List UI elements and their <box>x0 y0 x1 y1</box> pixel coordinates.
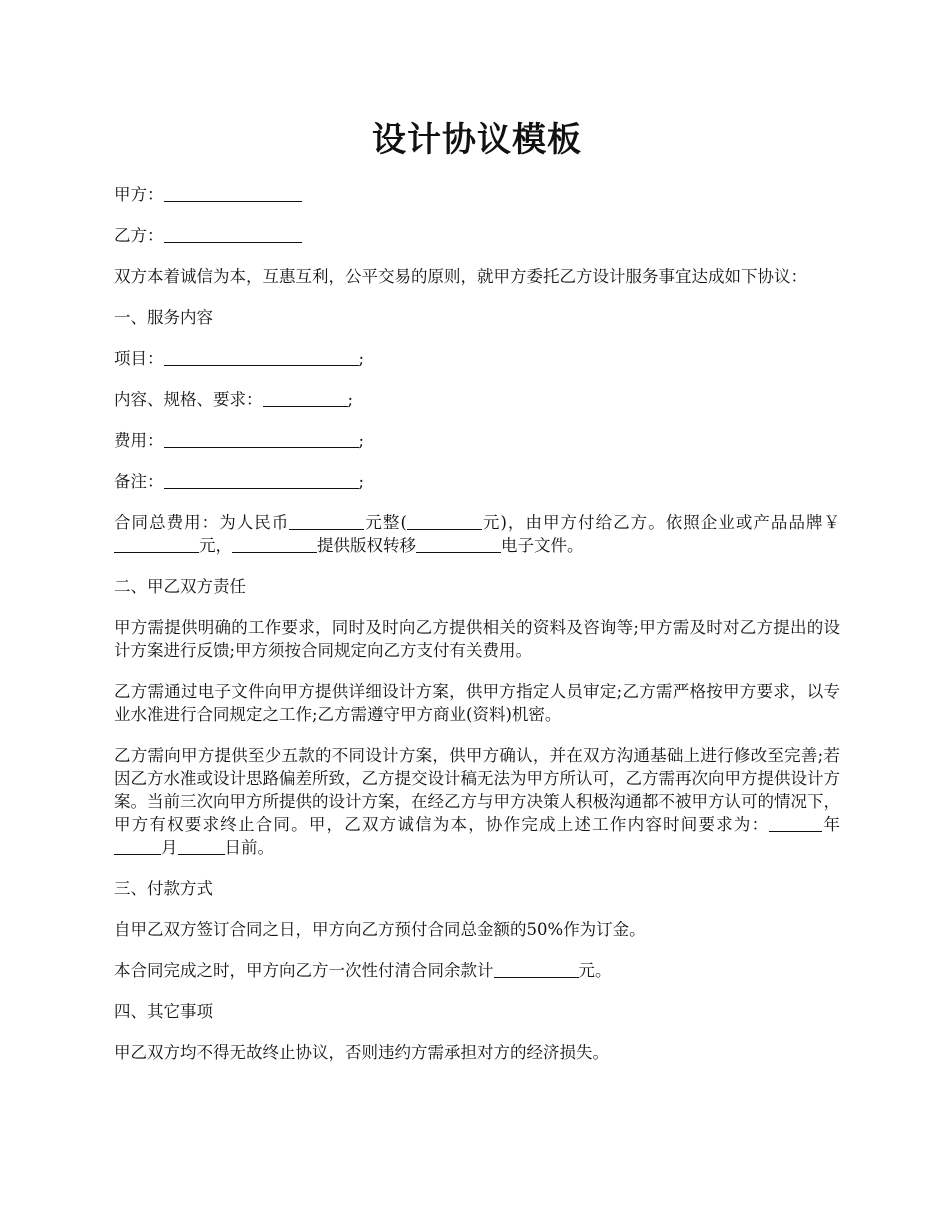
month-label: 月 <box>161 838 178 857</box>
note-line <box>114 470 840 493</box>
note-blank[interactable] <box>164 472 359 489</box>
document-page <box>114 112 840 1082</box>
file-blank[interactable] <box>416 536 501 553</box>
total-text-4: 元， <box>199 536 232 555</box>
party-b-line <box>114 224 840 247</box>
party-a-line <box>114 183 840 206</box>
day-label: 日前。 <box>224 838 274 857</box>
month-blank[interactable] <box>114 838 161 855</box>
total-text-5: 提供版权转移 <box>317 536 416 555</box>
total-text-1: 合同总费用：为人民币 <box>114 513 290 532</box>
content-semicolon: ; <box>347 390 354 409</box>
note-label: 备注： <box>114 472 164 491</box>
section4-para1: 甲乙双方均不得无故终止协议，否则违约方需承担对方的经济损失。 <box>114 1043 609 1062</box>
party-b-blank[interactable] <box>164 226 302 243</box>
project-blank[interactable] <box>164 349 359 366</box>
section2-para1: 甲方需提供明确的工作要求，同时及时向乙方提供相关的资料及咨询等;甲方需及时对乙方提出的设计方案进行反馈;甲方须按合同规定向乙方支付有关费用。 <box>114 618 840 660</box>
total-amount-words-blank[interactable] <box>289 513 364 530</box>
section2-para3-text: 乙方需向甲方提供至少五款的不同设计方案，供甲方确认，并在双方沟通基础上进行修改至完善;若因乙方水准或设计思路偏差所致，乙方提交设计稿无法为甲方所认可，乙方需再次向甲方提供设计方案。当前三次向甲方所提供的设计方案，在经乙方与甲方决策人积极沟通都不被甲方认可的情况下，甲方有权要求终止合同。甲，乙双方诚信为本，协作完成上述工作内容时间要求为： <box>114 746 840 834</box>
fee-blank[interactable] <box>164 431 359 448</box>
document-title: 设计协议模板 <box>372 120 582 160</box>
fee-label: 费用： <box>114 431 164 450</box>
total-text-2: 元整( <box>364 513 407 532</box>
section2-para2: 乙方需通过电子文件向甲方提供详细设计方案，供甲方指定人员审定;乙方需严格按甲方要求，以专业水准进行合同规定之工作;乙方需遵守甲方商业(资料)机密。 <box>114 682 840 724</box>
year-blank[interactable] <box>769 815 822 832</box>
note-semicolon: ; <box>358 472 365 491</box>
total-fee-paragraph <box>114 511 840 557</box>
section1-heading: 一、服务内容 <box>114 308 213 327</box>
total-text-3: 元)，由甲方付给乙方。依照企业或产品品牌￥ <box>481 513 841 532</box>
total-text-6: 电子文件。 <box>501 536 584 555</box>
section3-para2 <box>114 959 840 982</box>
day-blank[interactable] <box>178 838 225 855</box>
total-amount-number-blank[interactable] <box>407 513 482 530</box>
section3-heading: 三、付款方式 <box>114 879 213 898</box>
party-a-label: 甲方： <box>114 185 164 204</box>
year-label: 年 <box>822 815 841 834</box>
section4-heading: 四、其它事项 <box>114 1002 213 1021</box>
project-label: 项目： <box>114 349 164 368</box>
intro-paragraph: 双方本着诚信为本，互惠互利，公平交易的原则，就甲方委托乙方设计服务事宜达成如下协议： <box>114 267 807 286</box>
brand-amount-blank[interactable] <box>114 536 199 553</box>
content-line <box>114 388 840 411</box>
party-a-blank[interactable] <box>164 185 302 202</box>
fee-semicolon: ; <box>358 431 365 450</box>
section3-para2-text: 本合同完成之时，甲方向乙方一次性付清合同余款计 <box>114 961 494 980</box>
section3-para2-unit: 元。 <box>578 961 612 980</box>
content-blank[interactable] <box>263 390 348 407</box>
section3-para1: 自甲乙双方签订合同之日，甲方向乙方预付合同总金额的50%作为订金。 <box>114 920 646 939</box>
project-line <box>114 347 840 370</box>
content-label: 内容、规格、要求： <box>114 390 263 409</box>
project-semicolon: ; <box>358 349 365 368</box>
party-b-label: 乙方： <box>114 226 164 245</box>
balance-blank[interactable] <box>494 961 579 978</box>
section2-heading: 二、甲乙双方责任 <box>114 577 246 596</box>
copyright-blank[interactable] <box>232 536 317 553</box>
section2-para3 <box>114 744 840 859</box>
fee-line <box>114 429 840 452</box>
